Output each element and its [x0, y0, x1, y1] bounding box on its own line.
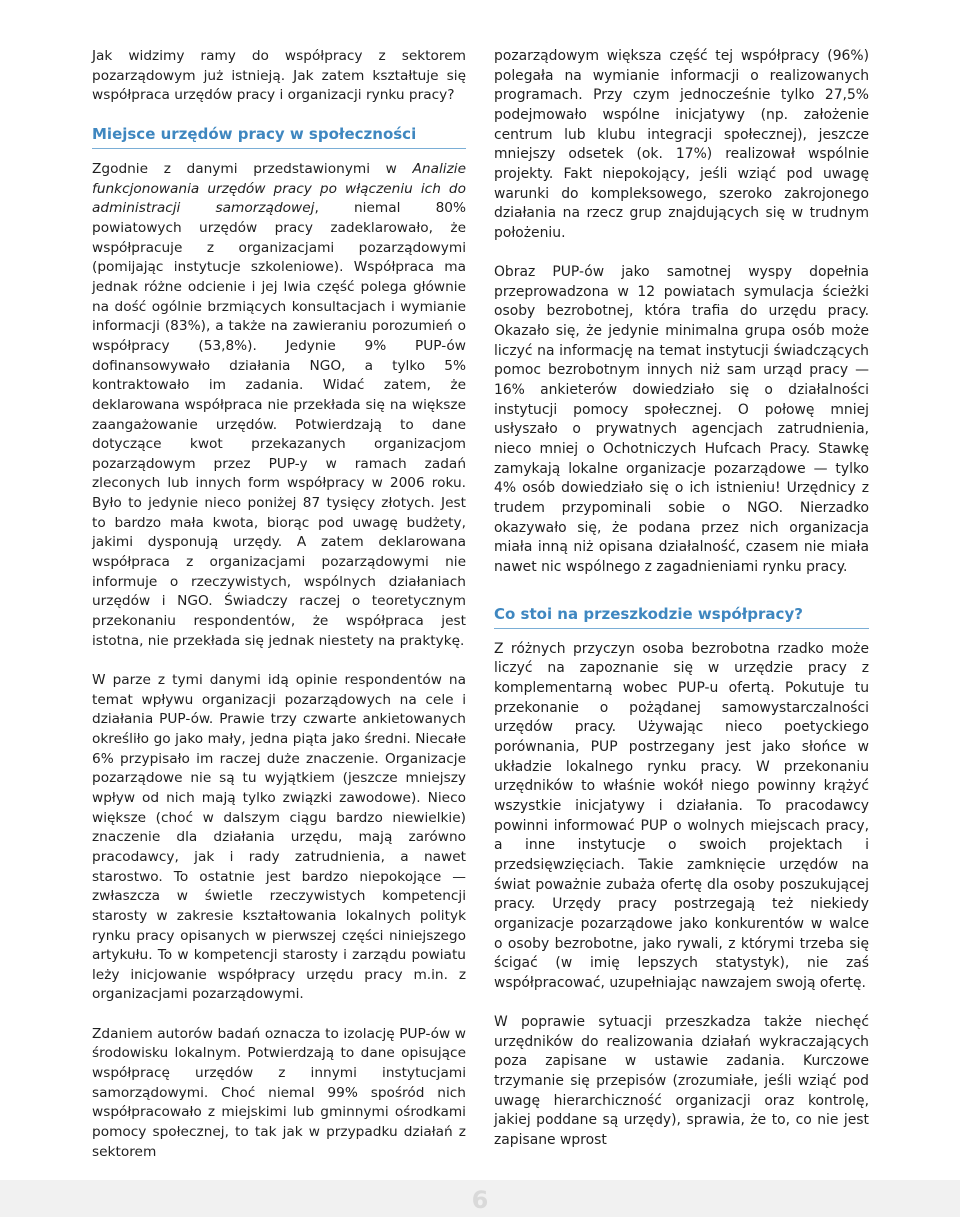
section-heading-obstacles: Co stoi na przeszkodzie współpracy?	[494, 604, 869, 629]
paragraph-respondent-opinions: W parze z tymi danymi idą opinie respondentów na temat wpływu organizacji pozarządowych na cele i działania PUP-ów. Prawie trzy czwarte ankietowanych określiło go jako mały, jedna piąta jako średni. Niecałe 6% przypisało im raczej duże znaczenie. Organizacje pozarządowe nie są tu wyjątkiem (jeszcze mniejszy wpływ od nich mają tylko związki zawodowe). Nieco większe (choć w dalszym ciągu bardzo niewielkie) znaczenie dla działania urzędu, mają zarówno pracodawcy, jak i rady zatrudnienia, a nawet starostwo. To ostatnie jest bardzo niepokojące — zwłaszcza w świetle rzeczywistych kompetencji starosty w zakresie kształtowania lokalnych polityk rynku pracy opisanych w pierwszej części niniejszego artykułu. To w kompetencji starosty i zarządu powiatu leży inicjowanie współpracy urzędu pracy m.in. z organizacjami pozarządowymi.	[92, 671, 466, 1003]
section-heading-community: Miejsce urzędów pracy w społeczności	[92, 124, 466, 149]
paragraph-text-start: Zgodnie z danymi przedstawionymi w	[92, 160, 413, 177]
page-number: 6	[471, 1186, 489, 1214]
paragraph-self-sufficiency: Z różnych przyczyn osoba bezrobotna rzadko może liczyć na zapoznanie się w urzędzie pracy z komplementarną wobec PUP-u ofertą. Pokutuje tu przekonanie o pożądanej samowystarczalności urzędów pracy. Używając nieco poetyckiego porównania, PUP postrzegany jest jako słońce w układzie lokalnego rynku pracy. W przekonaniu urzędników to właśnie wokół niego powinny krążyć wszystkie inicjatywy i działania. To pracodawcy powinni informować PUP o wolnych miejscach pracy, a inne instytucje o swoich projektach i przedsięwzięciach. Takie zamknięcie urzędów na świat poważnie zubaża ofertę dla osoby poszukującej pracy. Urzędy pracy postrzegają też niekiedy organizacje pozarządowe jako konkurentów w walce o osoby bezrobotne, jako rywali, z którymi trzeba się ścigać (w imię lepszych statystyk), nie zaś współpracować, uzupełniając nawzajem swoją ofertę.	[494, 640, 869, 991]
left-column	[92, 47, 466, 1162]
paragraph-cooperation-data	[92, 160, 466, 651]
paragraph-isolation: Zdaniem autorów badań oznacza to izolację PUP-ów w środowisku lokalnym. Potwierdzają to dane opisujące współpracę urzędów z innymi instytucjami samorządowymi. Choć niemal 99% spośród nich współpracowało z miejskimi lub gminnymi ośrodkami pomocy społecznej, to tak jak w przypadku działań z sektorem	[92, 1025, 466, 1160]
paragraph-reluctance: W poprawie sytuacji przeszkadza także niechęć urzędników do realizowania działań wykraczających poza zapisane w ustawie zadania. Kurczowe trzymanie się przepisów (zrozumiałe, jeśli wziąć pod uwagę hierarchiczność organizacji oraz kontrolę, jakiej poddane są urzędy), sprawia, że to, co nie jest zapisane wprost	[494, 1014, 869, 1148]
intro-paragraph: Jak widzimy ramy do współpracy z sektorem pozarządowym już istnieją. Jak zatem kształtuje się współpraca urzędów pracy i organizacji rynku pracy?	[92, 48, 466, 104]
paragraph-cooperation-continued: pozarządowym większa część tej współpracy (96%) polegała na wymianie informacji o realizowanych programach. Przy czym jednocześnie tylko 27,5% podejmowało wspólne inicjatywy (np. założenie centrum lub klubu integracji społecznej), jeszcze mniejszy odsetek (ok. 17%) realizował wspólnie projekty. Fakt niepokojący, jeśli wziąć pod uwagę warunki do kompleksowego, szeroko zakrojonego działania na rzecz grup znajdujących się w trudnym położeniu.	[494, 48, 869, 241]
paragraph-text-rest: , niemal 80% powiatowych urzędów pracy zadeklarowało, że współpracuje z organizacjami pozarządowymi (pomijając instytucje szkoleniowe). Współpraca ma jednak różne odcienie i jej lwia część polega głównie na dość ogólnie brzmiących konsultacjach i wymianie informacji (83%), a także na zawieraniu porozumień o współpracy (53,8%). Jedynie 9% PUP-ów dofinansowywało działania NGO, a tylko 5% kontraktowało im zadania. Widać zatem, że deklarowana współpraca nie przekłada się na większe zaangażowanie urzędów. Potwierdzają to dane dotyczące kwot przekazanych organizacjom pozarządowym przez PUP-y w ramach zadań zleconych lub innych form współpracy w 2006 roku. Było to jedynie nieco poniżej 87 tysięcy złotych. Jest to bardzo mała kwota, biorąc pod uwagę budżety, jakimi dysponują urzędy. A zatem deklarowana współpraca z organizacjami pozarządowymi nie informuje o rzeczywistych, wspólnych działaniach urzędów i NGO. Świadczy raczej o teoretycznym przekonaniu respondentów, że współpraca jest istotna, nie przekłada się jednak niestety na praktykę.	[92, 200, 467, 649]
report-title: Analizie funkcjonowania urzędów pracy po włączeniu ich do administracji samorządowej	[92, 160, 466, 217]
right-column	[494, 47, 869, 1151]
paragraph-simulation: Obraz PUP-ów jako samotnej wyspy dopełnia przeprowadzona w 12 powiatach symulacja ścieżki osoby bezrobotnej, która trafia do urzędu pracy. Okazało się, że jedynie minimalna grupa osób może liczyć na informację na temat instytucji świadczących pomoc bezrobotnym innych niż sam urząd pracy — 16% ankieterów dowiedziało się o działalności instytucji pomocy społecznej. O połowę mniej usłyszało o prywatnych agencjach zatrudnienia, nieco mniej o Ochotniczych Hufcach Pracy. Stawkę zamykają lokalne organizacje pozarządowe — tylko 4% osób dowiedziało się o ich istnieniu! Urzędnicy z trudem przypominali sobie o NGO. Nierzadko okazywało się, że podana przez nich organizacja miała inną niż opisana działalność, czasem nie miała nawet nic wspólnego z zagadnieniami rynku pracy.	[494, 264, 869, 575]
